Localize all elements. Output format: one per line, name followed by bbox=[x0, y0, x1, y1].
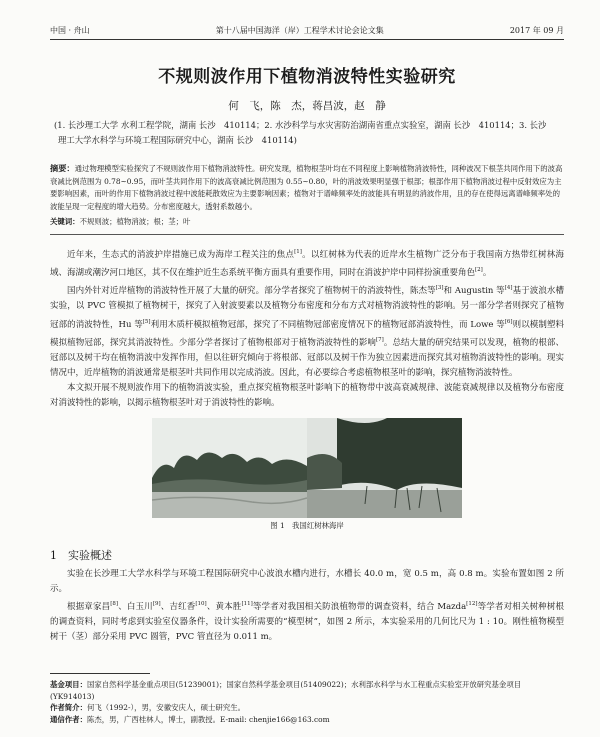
keywords bbox=[50, 216, 564, 227]
abstract bbox=[50, 162, 564, 213]
citation-marker: [3] bbox=[435, 285, 444, 292]
intro-paragraph-1: 近年来，生态式的消波护岸措施已成为海岸工程关注的焦点[1]。以红树林为代表的近岸水生植物广泛分布于我国南方热带红树林海域、海湖或潮汐河口地区，其不仅在维护近生态系统平衡方面具有重要作用，同时在消波护岸中同样扮演重要角色[2]。 bbox=[50, 249, 564, 279]
paper-page bbox=[0, 10, 600, 737]
footnote-corresponding: 通信作者：陈杰，男，广西桂林人，博士，副教授。E-mail: chenjie166@163.com bbox=[50, 714, 330, 724]
citation-marker: [1] bbox=[294, 249, 302, 256]
abstract-divider bbox=[50, 234, 564, 235]
header-proceedings: 第十八届中国海洋（岸）工程学术讨论会论文集 bbox=[215, 26, 384, 35]
running-header bbox=[50, 10, 564, 40]
figure-1 bbox=[50, 418, 564, 518]
affiliations: (1. 长沙理工大学 水利工程学院，湖南 长沙 410114；2. 水沙科学与水灾害防治湖南省重点实验室，湖南 长沙 410114；3. 长沙理工大学水科学与环境工程国际研究中心，湖南 长沙 410114) bbox=[54, 120, 547, 145]
footnote-funding: 基金项目：国家自然科学基金重点项目(51239001)；国家自然科学基金项目(51409022)；水利部水科学与水工程重点实验室开放研究基金项目(YK914013) bbox=[50, 680, 522, 701]
header-date: 2017 年 09 月 bbox=[509, 26, 564, 35]
abstract-label: 摘要： bbox=[50, 163, 75, 173]
citation-marker: [7] bbox=[376, 336, 384, 343]
citation-marker: [5] bbox=[142, 318, 151, 325]
keywords-text: 不规则波；植物消波；根；茎；叶 bbox=[79, 217, 191, 227]
section-1-heading: 1 实验概述 bbox=[50, 548, 112, 562]
citation-marker: [8] bbox=[110, 600, 119, 607]
figure-1-caption: 图 1 我国红树林海岸 bbox=[270, 520, 344, 530]
citation-marker: [4] bbox=[504, 285, 513, 292]
footnotes bbox=[50, 673, 564, 725]
paper-title: 不规则波作用下植物消波特性实验研究 bbox=[158, 67, 456, 87]
citation-marker: [6] bbox=[504, 318, 513, 325]
abstract-text: 通过物理模型实验探究了不规则波作用下植物消波特性。研究发现，植物根茎叶均在不同程度上影响植物消波特性，同种波况下根茎共同作用下的波高衰减比例范围为 0.78~0.95，而叶茎共同作用下的波高衰减比例范围为 0.55~0.80，叶的消波效果明显强于根部；根部作用下植物消波过程中反射效应为主要影响因素，而叶的作用下植物消波过程中波能耗散效应为主要影响因素；植物对于谱峰频率处的波能具有明显的消波作用，且的存在使得远离谱峰频率处的波能呈现一定程度的增大趋势。分布密度越大，透射系数越小。 bbox=[50, 164, 563, 211]
footnote-rule bbox=[50, 673, 150, 674]
citation-marker: [2] bbox=[475, 267, 483, 274]
citation-marker: [9] bbox=[152, 600, 161, 607]
section-1-paragraph-2: 根据章家昌[8]、白玉川[9]、吉红香[10]、黄本胜[11]等学者对我国相关防浪植物带的调查资料，结合 Mazda[12]等学者对相关树种树根的调查资料，同时考虑到实验室仪器条件，设计实验所需要的“模型树”，如图 2 所示，本实验采用的几何比尺为 1 : 10。刚性植物模型树干（茎）部分采用 PVC 圆管，PVC 管直径为 0.011 m。 bbox=[50, 600, 564, 643]
keywords-label: 关键词： bbox=[50, 217, 80, 227]
intro-paragraph-3: 本文拟开展不规则波作用下的植物消波实验，重点探究植物根茎叶影响下的植物带中波高衰减规律、波能衰减规律以及植物分布密度对消波特性的影响，以揭示植物根茎叶对于消波特性的影响。 bbox=[50, 383, 564, 409]
citation-marker: [10] bbox=[195, 600, 207, 607]
intro-paragraph-2: 国内外针对近岸植物的消波特性开展了大量的研究。部分学者探究了植物树干的消波特性，陈杰等[3]和 Augustin 等[4]基于波浪水槽实验，以 PVC 管模拟了植物树干，探究了入射波要素以及植物分布密度和分布方式对植物消波特性的影响。另一部分学者则探究了植物冠部的消波特性，Hu 等[5]利用木质杆模拟植物冠部，探究了不同植物冠部密度情况下的植物冠部消波特性，而 Lowe 等[6]则以模制塑料模拟植物冠部，探究其消波特性。少部分学者探讨了植物根部对于植物消波特性的影响[7]。总结大量的研究结果可以发现，植物的根部、冠部以及树干均在植物消波中发挥作用，但以往研究倾向于将根部、冠部以及树干作为独立因素进而探究其对植物消波特性的影响。现实情况中，近岸植物的消波通常是根茎叶共同作用以完成消波。因此，有必要综合考虑植物根茎叶的影响，探究植物消波特性。 bbox=[50, 285, 564, 378]
section-1-paragraph-1: 实验在长沙理工大学水科学与环境工程国际研究中心波浪水槽内进行，水槽长 40.0 m，宽 0.5 m，高 0.8 m。实验布置如图 2 所示。 bbox=[50, 568, 564, 594]
footnote-author-bio: 作者简介：何飞（1992-），男，安徽安庆人，硕士研究生。 bbox=[50, 703, 245, 712]
mangrove-photo-left bbox=[152, 418, 307, 518]
header-location: 中国 · 舟山 bbox=[50, 26, 90, 35]
author-list: 何 飞，陈 杰，蒋昌波，赵 静 bbox=[228, 100, 386, 112]
citation-marker: [12] bbox=[466, 600, 478, 607]
mangrove-photo-right bbox=[307, 418, 462, 518]
citation-marker: [11] bbox=[241, 600, 253, 607]
